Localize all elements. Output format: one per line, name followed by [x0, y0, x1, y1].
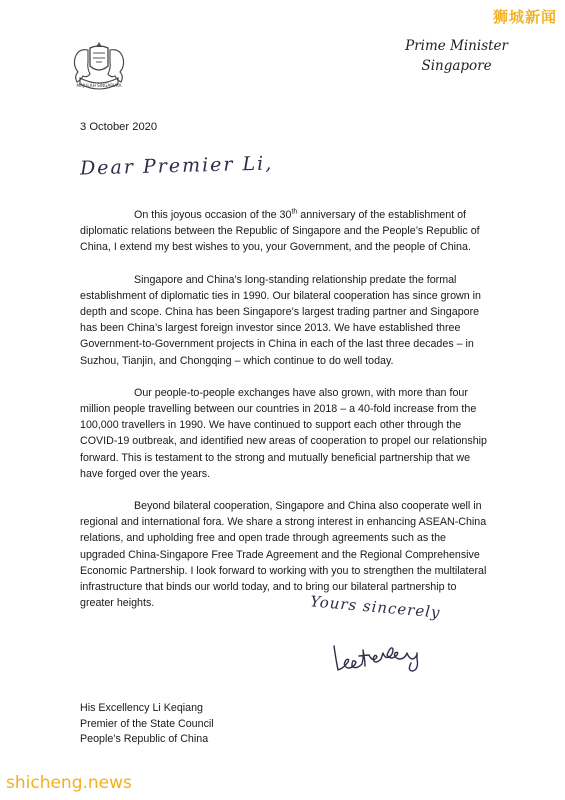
- letter-body: [80, 207, 492, 627]
- site-watermark-url: shicheng.news: [6, 773, 132, 793]
- signature-icon: [328, 636, 468, 680]
- addressee-block: [80, 701, 214, 748]
- paragraph: On this joyous occasion of the 30th anniversary of the establishment of diplomatic relations between the Republic of Singapore and the People’s Republic of China, I extend my best wishes to you, your Government, and the people of China.: [80, 208, 480, 254]
- paragraph: Beyond bilateral cooperation, Singapore and China also cooperate well in regional and international fora. We share a strong interest in enhancing ASEAN-China relations, and upholding free and open trade through agreements such as the upgraded China-Singapore Free Trade Agreement and the Regional Comprehensive Economic Partnership. I look forward to working with you to strengthen the multilateral infrastructure that binds our world today, and to bring our bilateral partnership to greater heights.: [80, 500, 487, 610]
- addressee-country: People’s Republic of China: [80, 733, 209, 745]
- letter-date: 3 October 2020: [80, 121, 158, 133]
- letterhead-country: Singapore: [421, 58, 492, 74]
- closing-handwritten: Yours sincerely: [309, 592, 442, 622]
- letterhead-title: Prime Minister: [405, 38, 508, 54]
- site-watermark-chinese: 狮城新闻: [492, 8, 557, 26]
- addressee-name: His Excellency Li Keqiang: [80, 702, 203, 714]
- svg-text:MAJULAH SINGAPURA: MAJULAH SINGAPURA: [76, 83, 122, 88]
- coat-of-arms-icon: [66, 38, 132, 96]
- letterhead: [405, 36, 508, 76]
- paragraph: Our people-to-people exchanges have also grown, with more than four million people travelling between our countries in 2018 – a 40-fold increase from the 100,000 travellers in 1990. We have continued to support each other through the COVID-19 outbreak, and identified new areas of cooperation to propel our relationship forward. This is testament to the strong and mutually beneficial partnership that we have forged over the years.: [80, 386, 487, 480]
- addressee-title: Premier of the State Council: [80, 717, 214, 730]
- salutation: Dear Premier Li,: [79, 152, 274, 180]
- paragraph: Singapore and China’s long-standing relationship predate the formal establishment of diplomatic ties in 1990. Our bilateral cooperation has since grown in depth and scope. China has been Singapore’s largest trading partner and Singapore has been China’s largest foreign investor since 2013. We have established three Government-to-Government projects in China in each of the last three decades – in Suzhou, Tianjin, and Chongqing – which continue to do well today.: [80, 273, 482, 367]
